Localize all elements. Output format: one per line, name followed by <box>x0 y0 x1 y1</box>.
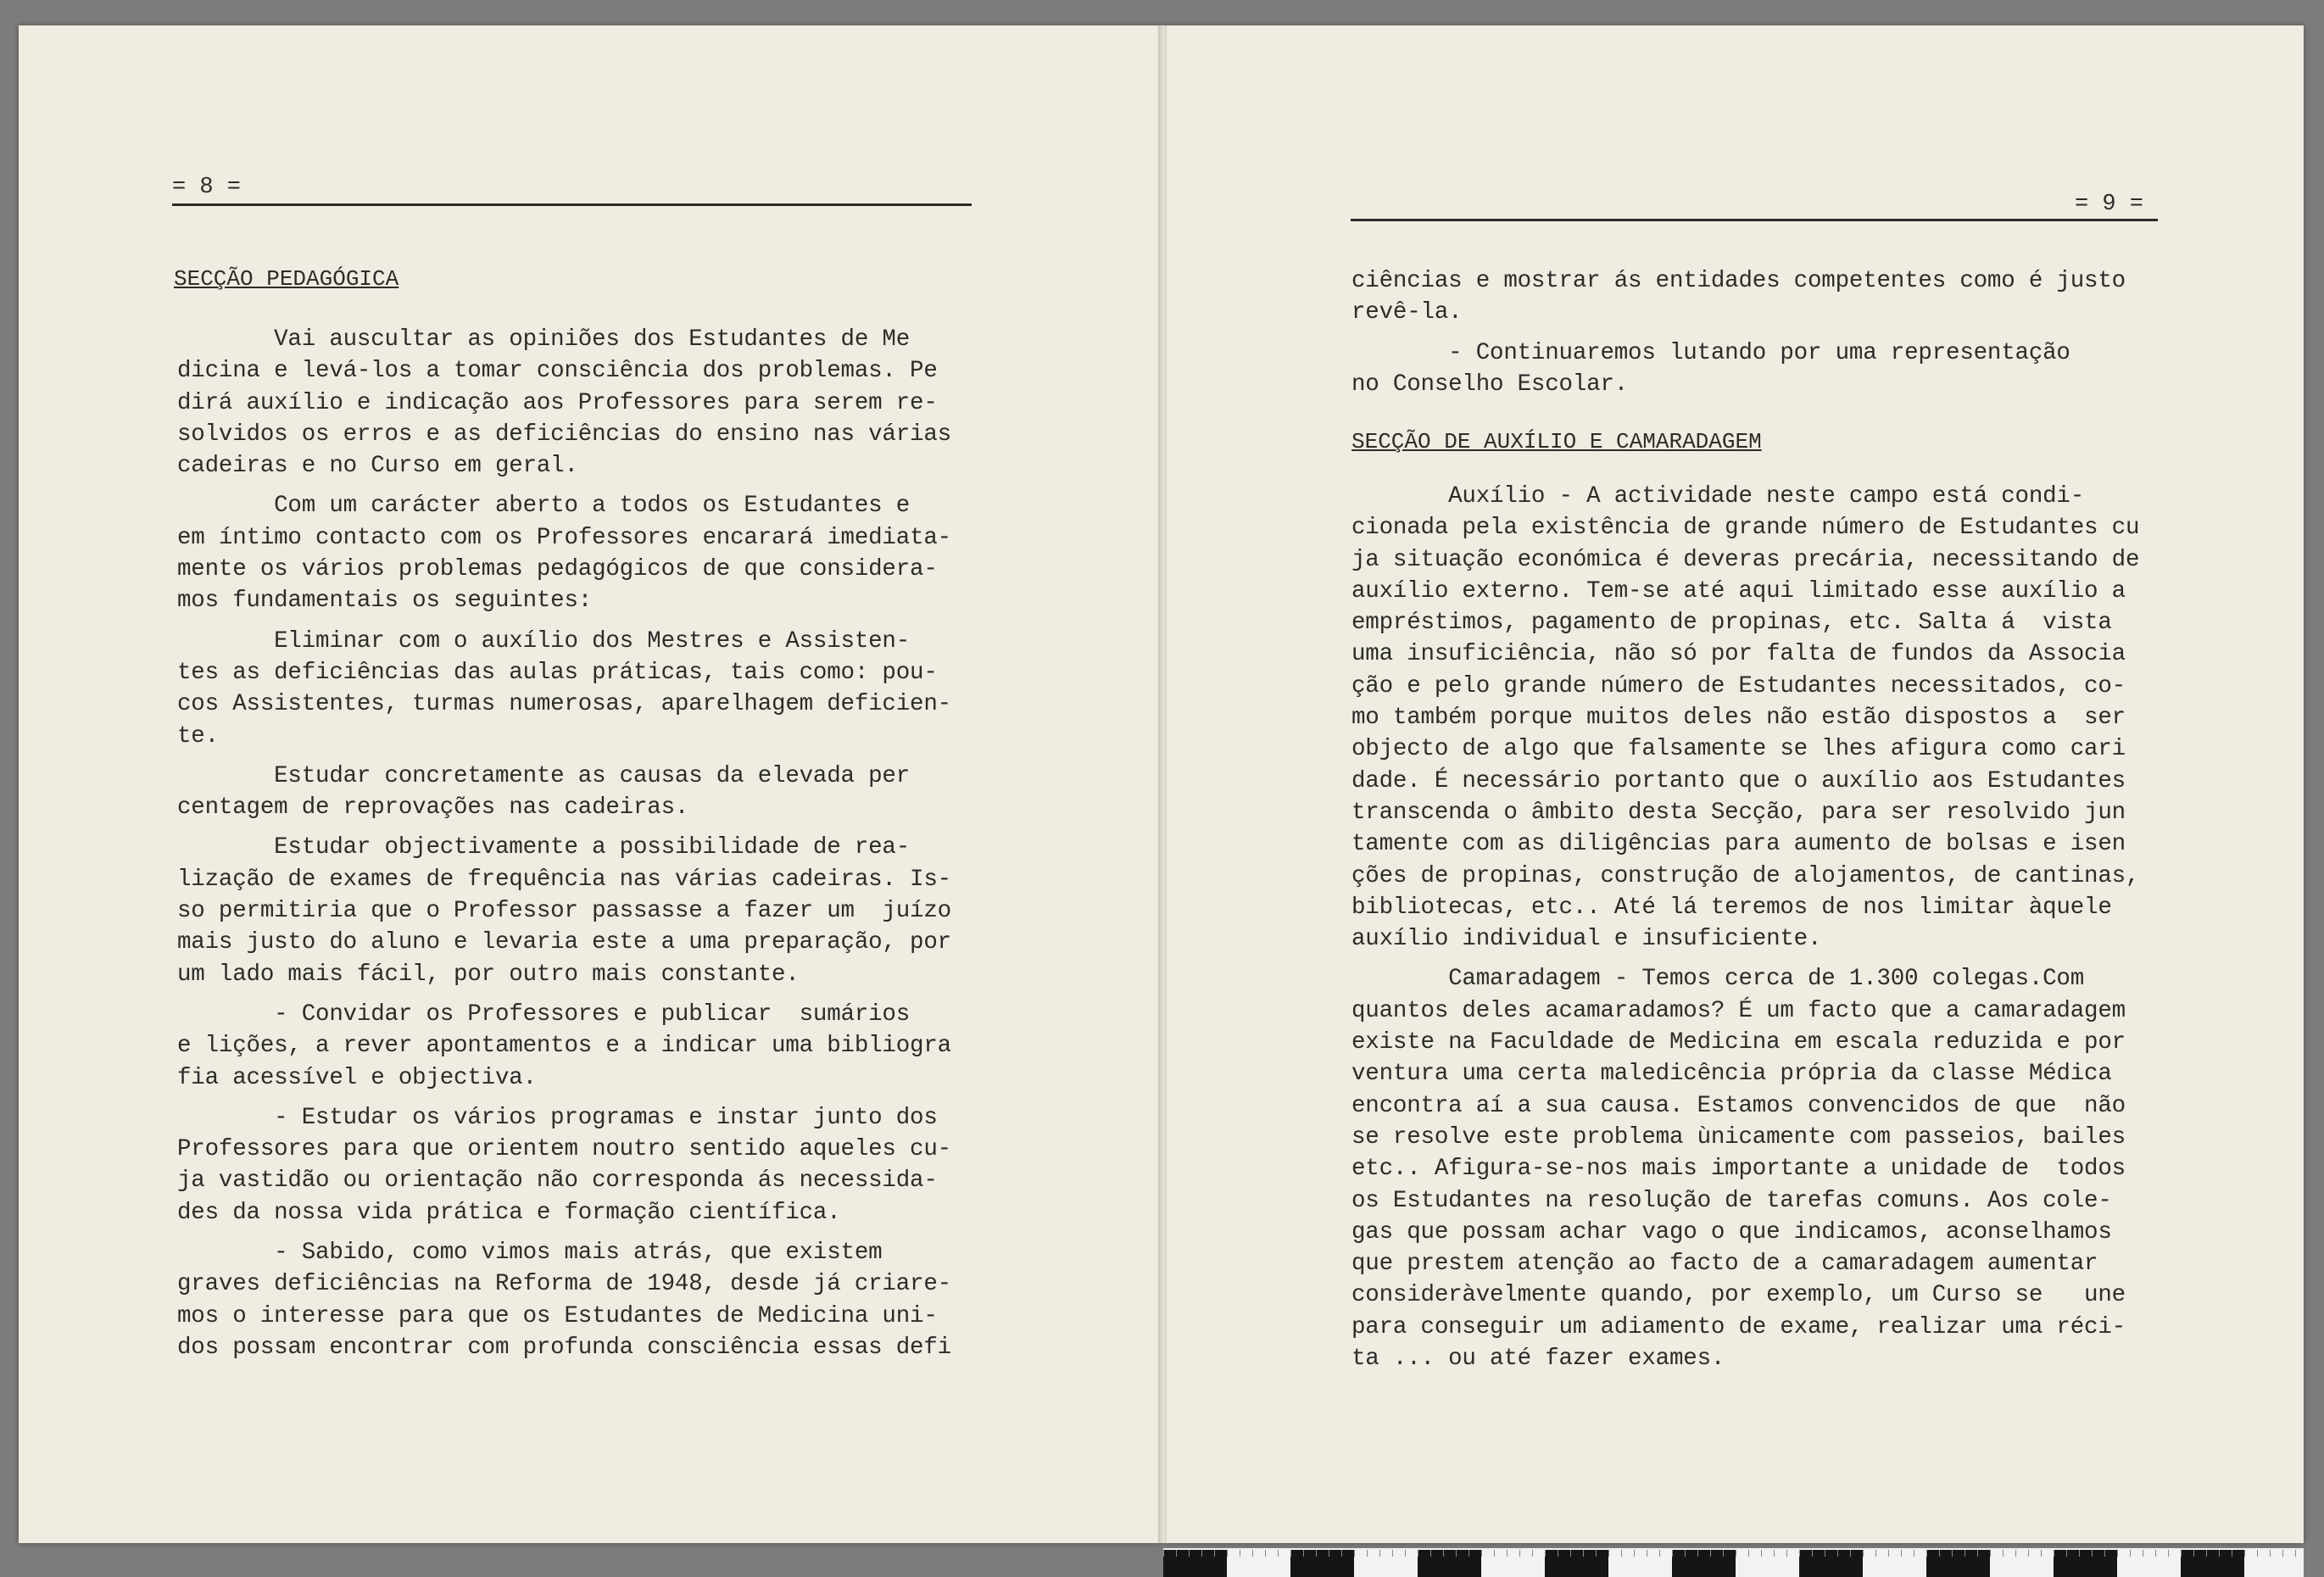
text-line: para conseguir um adiamento de exame, realizar uma réci- <box>1351 1313 2126 1340</box>
text-line: um lado mais fácil, por outro mais constante. <box>177 961 800 988</box>
text-line: ções de propinas, construção de alojamentos, de cantinas, <box>1351 862 2140 889</box>
paragraph-gap <box>177 617 951 626</box>
header-rule-right <box>1351 219 2158 221</box>
paragraph <box>1351 963 2139 1374</box>
text-line: transcenda o âmbito desta Secção, para ser resolvido jun <box>1351 799 2126 826</box>
text-line: mente os vários problemas pedagógicos de que considera- <box>177 556 938 583</box>
text-line: Estudar objectivamente a possibilidade de rea- <box>177 834 911 861</box>
section-heading-pedagogica: SECÇÃO PEDAGÓGICA <box>174 266 399 292</box>
right-page-intro <box>1351 265 2126 400</box>
text-line: Eliminar com o auxílio dos Mestres e Assisten- <box>177 627 911 655</box>
text-line: mais justo do aluno e levaria este a uma preparação, por <box>177 929 951 956</box>
text-line: auxílio externo. Tem-se até aqui limitado esse auxílio a <box>1351 577 2126 605</box>
text-line: - Estudar os vários programas e instar junto dos <box>177 1104 938 1131</box>
text-line: ja situação económica é deveras precária, necessitando de <box>1351 546 2140 573</box>
right-page-body <box>1351 481 2139 1374</box>
text-line: Com um carácter aberto a todos os Estudantes e <box>177 493 911 520</box>
paragraph-gap <box>177 823 951 832</box>
text-line: os Estudantes na resolução de tarefas comuns. Aos cole- <box>1351 1187 2112 1214</box>
text-line: auxílio individual e insuficiente. <box>1351 926 1822 953</box>
text-line: so permitiria que o Professor passasse a fazer um juízo <box>177 898 951 925</box>
paragraph <box>177 832 951 989</box>
text-line: consideràvelmente quando, por exemplo, um Curso se une <box>1351 1282 2126 1309</box>
paragraph <box>1351 337 2126 401</box>
book-gutter <box>1158 25 1167 1543</box>
paragraph-gap <box>1351 955 2139 963</box>
paragraph <box>177 324 951 482</box>
text-line: bibliotecas, etc.. Até lá teremos de nos limitar àquele <box>1351 894 2112 921</box>
page-number-right: = 9 = <box>2075 192 2144 217</box>
text-line: mos fundamentais os seguintes: <box>177 588 593 615</box>
paragraph-gap <box>177 752 951 761</box>
section-heading-auxilio-camaradagem: SECÇÃO DE AUXÍLIO E CAMARADAGEM <box>1351 429 1762 454</box>
text-line: dicina e levá-los a tomar consciência dos problemas. Pe <box>177 358 938 385</box>
paragraph-gap <box>177 1094 951 1102</box>
text-line: no Conselho Escolar. <box>1351 371 1629 398</box>
text-line: objecto de algo que falsamente se lhes afigura como cari <box>1351 736 2126 763</box>
text-line: Vai auscultar as opiniões dos Estudantes de Me <box>177 326 911 353</box>
paragraph <box>177 626 951 752</box>
text-line: revê-la. <box>1351 299 1463 326</box>
text-line: dirá auxílio e indicação aos Professores para serem re- <box>177 389 938 416</box>
paragraph-gap <box>177 482 951 490</box>
text-line: etc.. Afigura-se-nos mais importante a unidade de todos <box>1351 1156 2126 1183</box>
text-line: - Convidar os Professores e publicar sumários <box>177 1000 911 1028</box>
text-line: cos Assistentes, turmas numerosas, aparelhagem deficien- <box>177 691 951 718</box>
text-line: Estudar concretamente as causas da elevada per <box>177 762 911 789</box>
header-rule-left <box>172 203 972 206</box>
text-line: te. <box>177 722 219 749</box>
paragraph-gap <box>177 1229 951 1237</box>
text-line: - Continuaremos lutando por uma representação <box>1351 339 2070 366</box>
text-line: graves deficiências na Reforma de 1948, desde já criare- <box>177 1271 951 1298</box>
text-line: cionada pela existência de grande número de Estudantes cu <box>1351 515 2140 542</box>
paragraph <box>177 761 951 824</box>
text-line: dade. É necessário portanto que o auxílio aos Estudantes <box>1351 767 2126 794</box>
text-line: tamente com as diligências para aumento de bolsas e isen <box>1351 831 2126 858</box>
text-line: mo também porque muitos deles não estão dispostos a ser <box>1351 705 2126 732</box>
text-line: tes as deficiências das aulas práticas, tais como: pou- <box>177 659 938 686</box>
text-line: lização de exames de frequência nas várias cadeiras. Is- <box>177 866 951 893</box>
text-line: em íntimo contacto com os Professores encarará imediata- <box>177 524 951 551</box>
paragraph <box>177 999 951 1094</box>
paragraph-gap <box>177 990 951 999</box>
text-line: dos possam encontrar com profunda consciência essas defi <box>177 1334 951 1361</box>
text-line: mos o interesse para que os Estudantes de Medicina uni- <box>177 1302 938 1329</box>
paragraph <box>1351 481 2139 955</box>
text-line: gas que possam achar vago o que indicamos, aconselhamos <box>1351 1218 2112 1245</box>
text-line: solvidos os erros e as deficiências do ensino nas várias <box>177 421 951 448</box>
text-line: ção e pelo grande número de Estudantes necessitados, co- <box>1351 672 2126 699</box>
text-line: ciências e mostrar ás entidades competentes como é justo <box>1351 268 2126 294</box>
paragraph <box>1351 265 2126 329</box>
scale-ruler-ticks <box>1163 1550 2304 1557</box>
text-line: Professores para que orientem noutro sentido aqueles cu- <box>177 1136 951 1163</box>
text-line: quantos deles acamaradamos? É um facto que a camaradagem <box>1351 997 2126 1024</box>
text-line: encontra aí a sua causa. Estamos convencidos de que não <box>1351 1092 2126 1119</box>
left-page-body <box>177 324 951 1363</box>
text-line: ventura uma certa maledicência própria da classe Médica <box>1351 1061 2112 1088</box>
text-line: empréstimos, pagamento de propinas, etc. Salta á vista <box>1351 610 2112 637</box>
text-line: uma insuficiência, não só por falta de fundos da Associa <box>1351 641 2126 668</box>
text-line: Auxílio - A actividade neste campo está condi- <box>1351 483 2085 510</box>
text-line: e lições, a rever apontamentos e a indicar uma bibliogra <box>177 1033 951 1060</box>
page-number-left: = 8 = <box>172 175 242 200</box>
paragraph <box>177 490 951 616</box>
text-line: que prestem atenção ao facto de a camaradagem aumentar <box>1351 1251 2098 1278</box>
text-line: centagem de reprovações nas cadeiras. <box>177 794 689 822</box>
paragraph <box>177 1102 951 1229</box>
text-line: cadeiras e no Curso em geral. <box>177 453 578 480</box>
paragraph <box>177 1237 951 1363</box>
text-line: Camaradagem - Temos cerca de 1.300 colegas.Com <box>1351 966 2085 993</box>
text-line: se resolve este problema ùnicamente com passeios, bailes <box>1351 1123 2126 1151</box>
text-line: des da nossa vida prática e formação científica. <box>177 1199 841 1226</box>
text-line: fia acessível e objectiva. <box>177 1064 537 1091</box>
text-line: ja vastidão ou orientação não corresponda ás necessida- <box>177 1167 938 1195</box>
text-line: existe na Faculdade de Medicina em escala reduzida e por <box>1351 1029 2126 1056</box>
paragraph-gap <box>1351 329 2126 337</box>
text-line: - Sabido, como vimos mais atrás, que existem <box>177 1240 883 1267</box>
text-line: ta ... ou até fazer exames. <box>1351 1346 1725 1373</box>
